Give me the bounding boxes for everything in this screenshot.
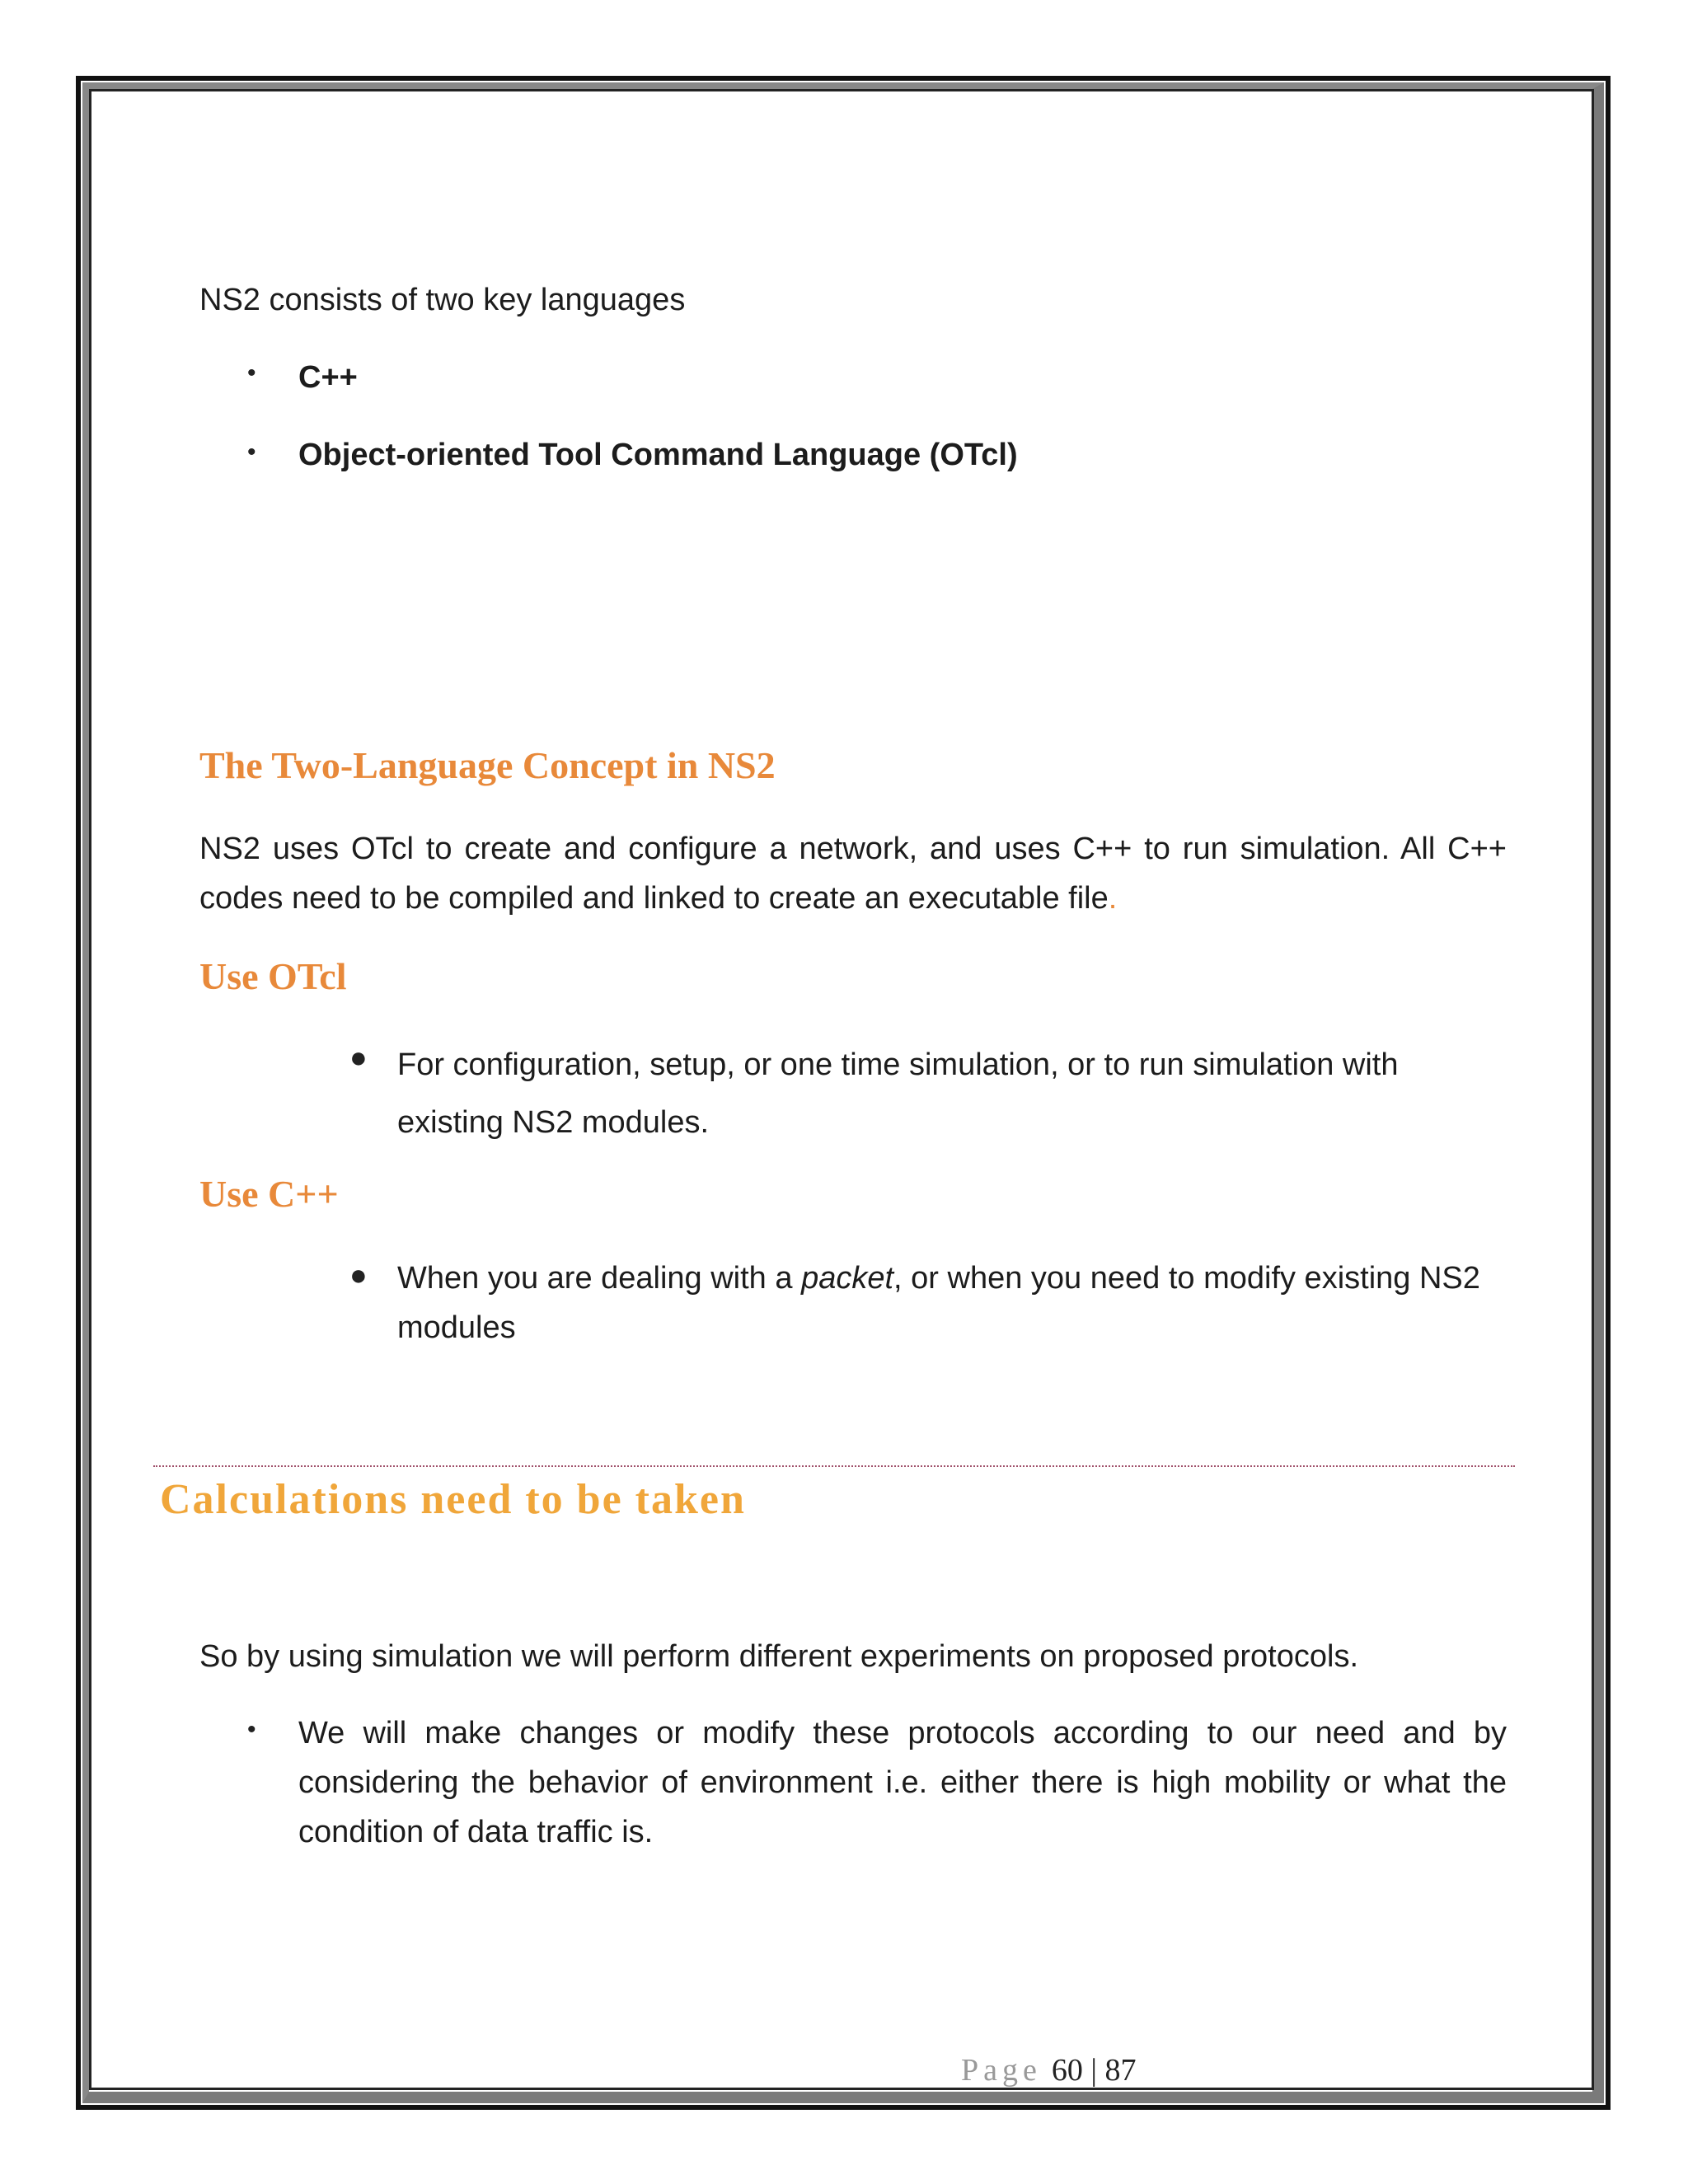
heading-use-cpp: Use C++ (199, 1173, 339, 1215)
concept-paragraph-period: . (1108, 881, 1118, 916)
cpp-bullet-italic: packet (801, 1261, 894, 1296)
otcl-bullet: For configuration, setup, or one time simulation, or to run simulation with existing NS2 modules. (397, 1047, 1399, 1140)
bullet-dot: ● (349, 1258, 368, 1291)
heading-calculations: Calculations need to be taken (160, 1476, 746, 1523)
cpp-bullet-text-after: , or when you need to modify existing NS2 modules (397, 1261, 1480, 1345)
bullet-dot: ● (349, 1040, 368, 1074)
concept-paragraph (199, 824, 1507, 923)
page-label: Page (961, 2053, 1042, 2088)
intro-text: NS2 consists of two key languages (199, 283, 686, 317)
bullet-dot: • (247, 438, 256, 466)
page-number: 60 | 87 (1051, 2053, 1137, 2088)
page-footer (961, 2052, 1136, 2088)
heading-two-language-concept: The Two-Language Concept in NS2 (199, 744, 776, 786)
calc-bullet: We will make changes or modify these protocols according to our need and by considering the behavior of environment i.e. either there is high mobility or what the condition of data traffic is. (298, 1716, 1507, 1849)
bullet-dot: • (247, 359, 256, 387)
section-divider (153, 1465, 1515, 1467)
calc-paragraph: So by using simulation we will perform different experiments on proposed protocols. (199, 1639, 1358, 1674)
intro-bullet-otcl: Object-oriented Tool Command Language (OTcl) (298, 438, 1018, 472)
cpp-bullet (397, 1254, 1510, 1352)
heading-use-otcl: Use OTcl (199, 955, 347, 997)
cpp-bullet-text-before: When you are dealing with a (397, 1261, 802, 1296)
concept-paragraph-text: NS2 uses OTcl to create and configure a network, and uses C++ to run simulation. All C++ codes need to be compiled and linked to create an executable file (199, 832, 1507, 916)
intro-bullet-cpp: C++ (298, 360, 358, 395)
bullet-dot: • (247, 1716, 256, 1743)
